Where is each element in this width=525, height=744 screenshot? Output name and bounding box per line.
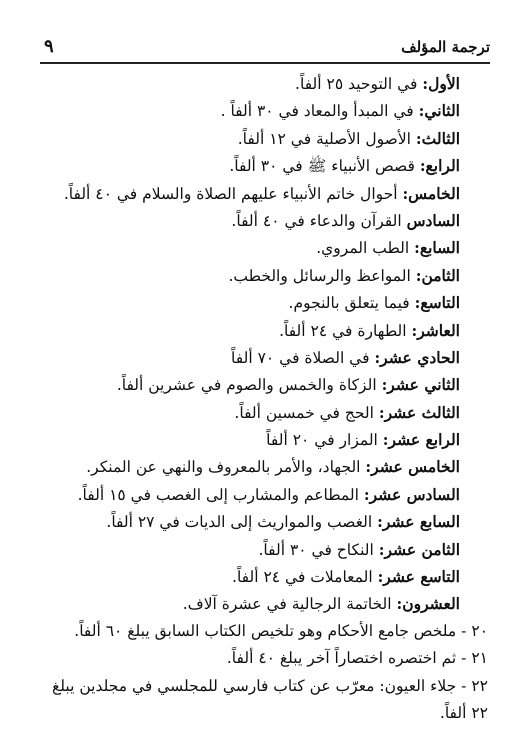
numbered-entry-continuation: ٢٢ ألفاً. xyxy=(439,703,488,722)
running-title: ترجمة المؤلف xyxy=(401,38,490,56)
item-label: السابع عشر: xyxy=(377,512,460,532)
item-label: السادس xyxy=(406,210,460,230)
list-item xyxy=(36,317,488,344)
page-header xyxy=(40,36,490,60)
list-item xyxy=(36,289,488,316)
item-text: المزار في ٢٠ ألفاً xyxy=(266,431,383,450)
item-label: الأول: xyxy=(422,74,460,93)
list-item xyxy=(36,481,488,508)
item-label: الثامن عشر: xyxy=(378,539,460,559)
item-text: الجهاد، والأمر بالمعروف والنهي عن المنكر. xyxy=(86,458,366,477)
item-text: أحوال خاتم الأنبياء عليهم الصلاة والسلام في ٤٠ ألفاً. xyxy=(63,184,403,203)
numbered-entry: ٢١ - ثم اختصره اختصاراً آخر يبلغ ٤٠ ألفاً. xyxy=(226,649,488,668)
item-text: قصص الأنبياء ﷺ في ٣٠ ألفاً. xyxy=(229,157,420,176)
list-item xyxy=(36,371,488,398)
item-text: في الصلاة في ٧٠ ألفاً xyxy=(231,348,375,367)
item-label: الثالث عشر: xyxy=(378,402,460,422)
list-item xyxy=(36,344,488,371)
list-item xyxy=(36,536,488,563)
list-item xyxy=(36,426,488,453)
item-label: العاشر: xyxy=(411,320,460,340)
item-label: السادس عشر: xyxy=(363,484,460,504)
item-text: فيما يتعلق بالنجوم. xyxy=(288,294,415,313)
list-item xyxy=(36,152,488,179)
list-item xyxy=(36,590,488,617)
page-number: ٩ xyxy=(44,36,54,57)
list-item xyxy=(36,399,488,426)
numbered-entry: ٢٢ - جلاء العيون: معرّب عن كتاب فارسي للمجلسي في مجلدين يبلغ xyxy=(52,676,488,695)
item-text: المطاعم والمشارب إلى الغصب في ١٥ ألفاً. xyxy=(77,485,364,504)
item-label: الثامن: xyxy=(415,265,460,285)
list-item xyxy=(36,207,488,234)
item-text: في التوحيد ٢٥ ألفاً. xyxy=(295,75,423,93)
list-item xyxy=(36,70,488,97)
item-text: المعاملات في ٢٤ ألفاً. xyxy=(232,568,378,587)
item-text: النكاح في ٣٠ ألفاً. xyxy=(258,540,379,559)
item-label: الثاني: xyxy=(418,101,460,121)
item-text: الغصب والمواريث إلى الديات في ٢٧ ألفاً. xyxy=(106,513,378,532)
list-item xyxy=(36,180,488,207)
item-text: في المبدأ والمعاد في ٣٠ ألفاً . xyxy=(220,102,419,121)
item-label: التاسع عشر: xyxy=(377,567,460,587)
body-text xyxy=(36,70,488,727)
item-text: الأصول الأصلية في ١٢ ألفاً. xyxy=(237,129,416,148)
item-label: الثاني عشر: xyxy=(381,375,460,395)
list-item xyxy=(36,262,488,289)
list-item xyxy=(36,234,488,261)
item-label: العشرون: xyxy=(396,594,460,614)
numbered-entry: ٢٠ - ملخص جامع الأحكام وهو تلخيص الكتاب السابق يبلغ ٦٠ ألفاً. xyxy=(74,621,488,640)
item-label: الحادي عشر: xyxy=(374,347,460,367)
item-label: الرابع: xyxy=(419,156,460,176)
item-text: الحج في خمسين ألفاً. xyxy=(234,403,379,422)
list-item xyxy=(36,125,488,152)
list-item xyxy=(36,453,488,480)
list-item xyxy=(36,508,488,535)
header-rule xyxy=(40,62,490,64)
item-text: القرآن والدعاء في ٤٠ ألفاً. xyxy=(231,211,407,230)
item-label: الثالث: xyxy=(415,128,460,148)
item-text: الزكاة والخمس والصوم في عشرين ألفاً. xyxy=(116,376,382,395)
list-item xyxy=(36,97,488,124)
item-text: الطب المروي. xyxy=(316,239,415,258)
item-text: الطهارة في ٢٤ ألفاً. xyxy=(279,321,412,340)
item-label: التاسع: xyxy=(414,293,460,313)
item-label: الرابع عشر: xyxy=(382,430,460,450)
item-label: الخامس: xyxy=(402,183,460,203)
item-text: الخاتمة الرجالية في عشرة آلاف. xyxy=(182,595,397,614)
list-item xyxy=(36,563,488,590)
item-text: المواعظ والرسائل والخطب. xyxy=(228,266,416,285)
item-label: السابع: xyxy=(414,238,460,258)
item-label: الخامس عشر: xyxy=(365,457,460,477)
